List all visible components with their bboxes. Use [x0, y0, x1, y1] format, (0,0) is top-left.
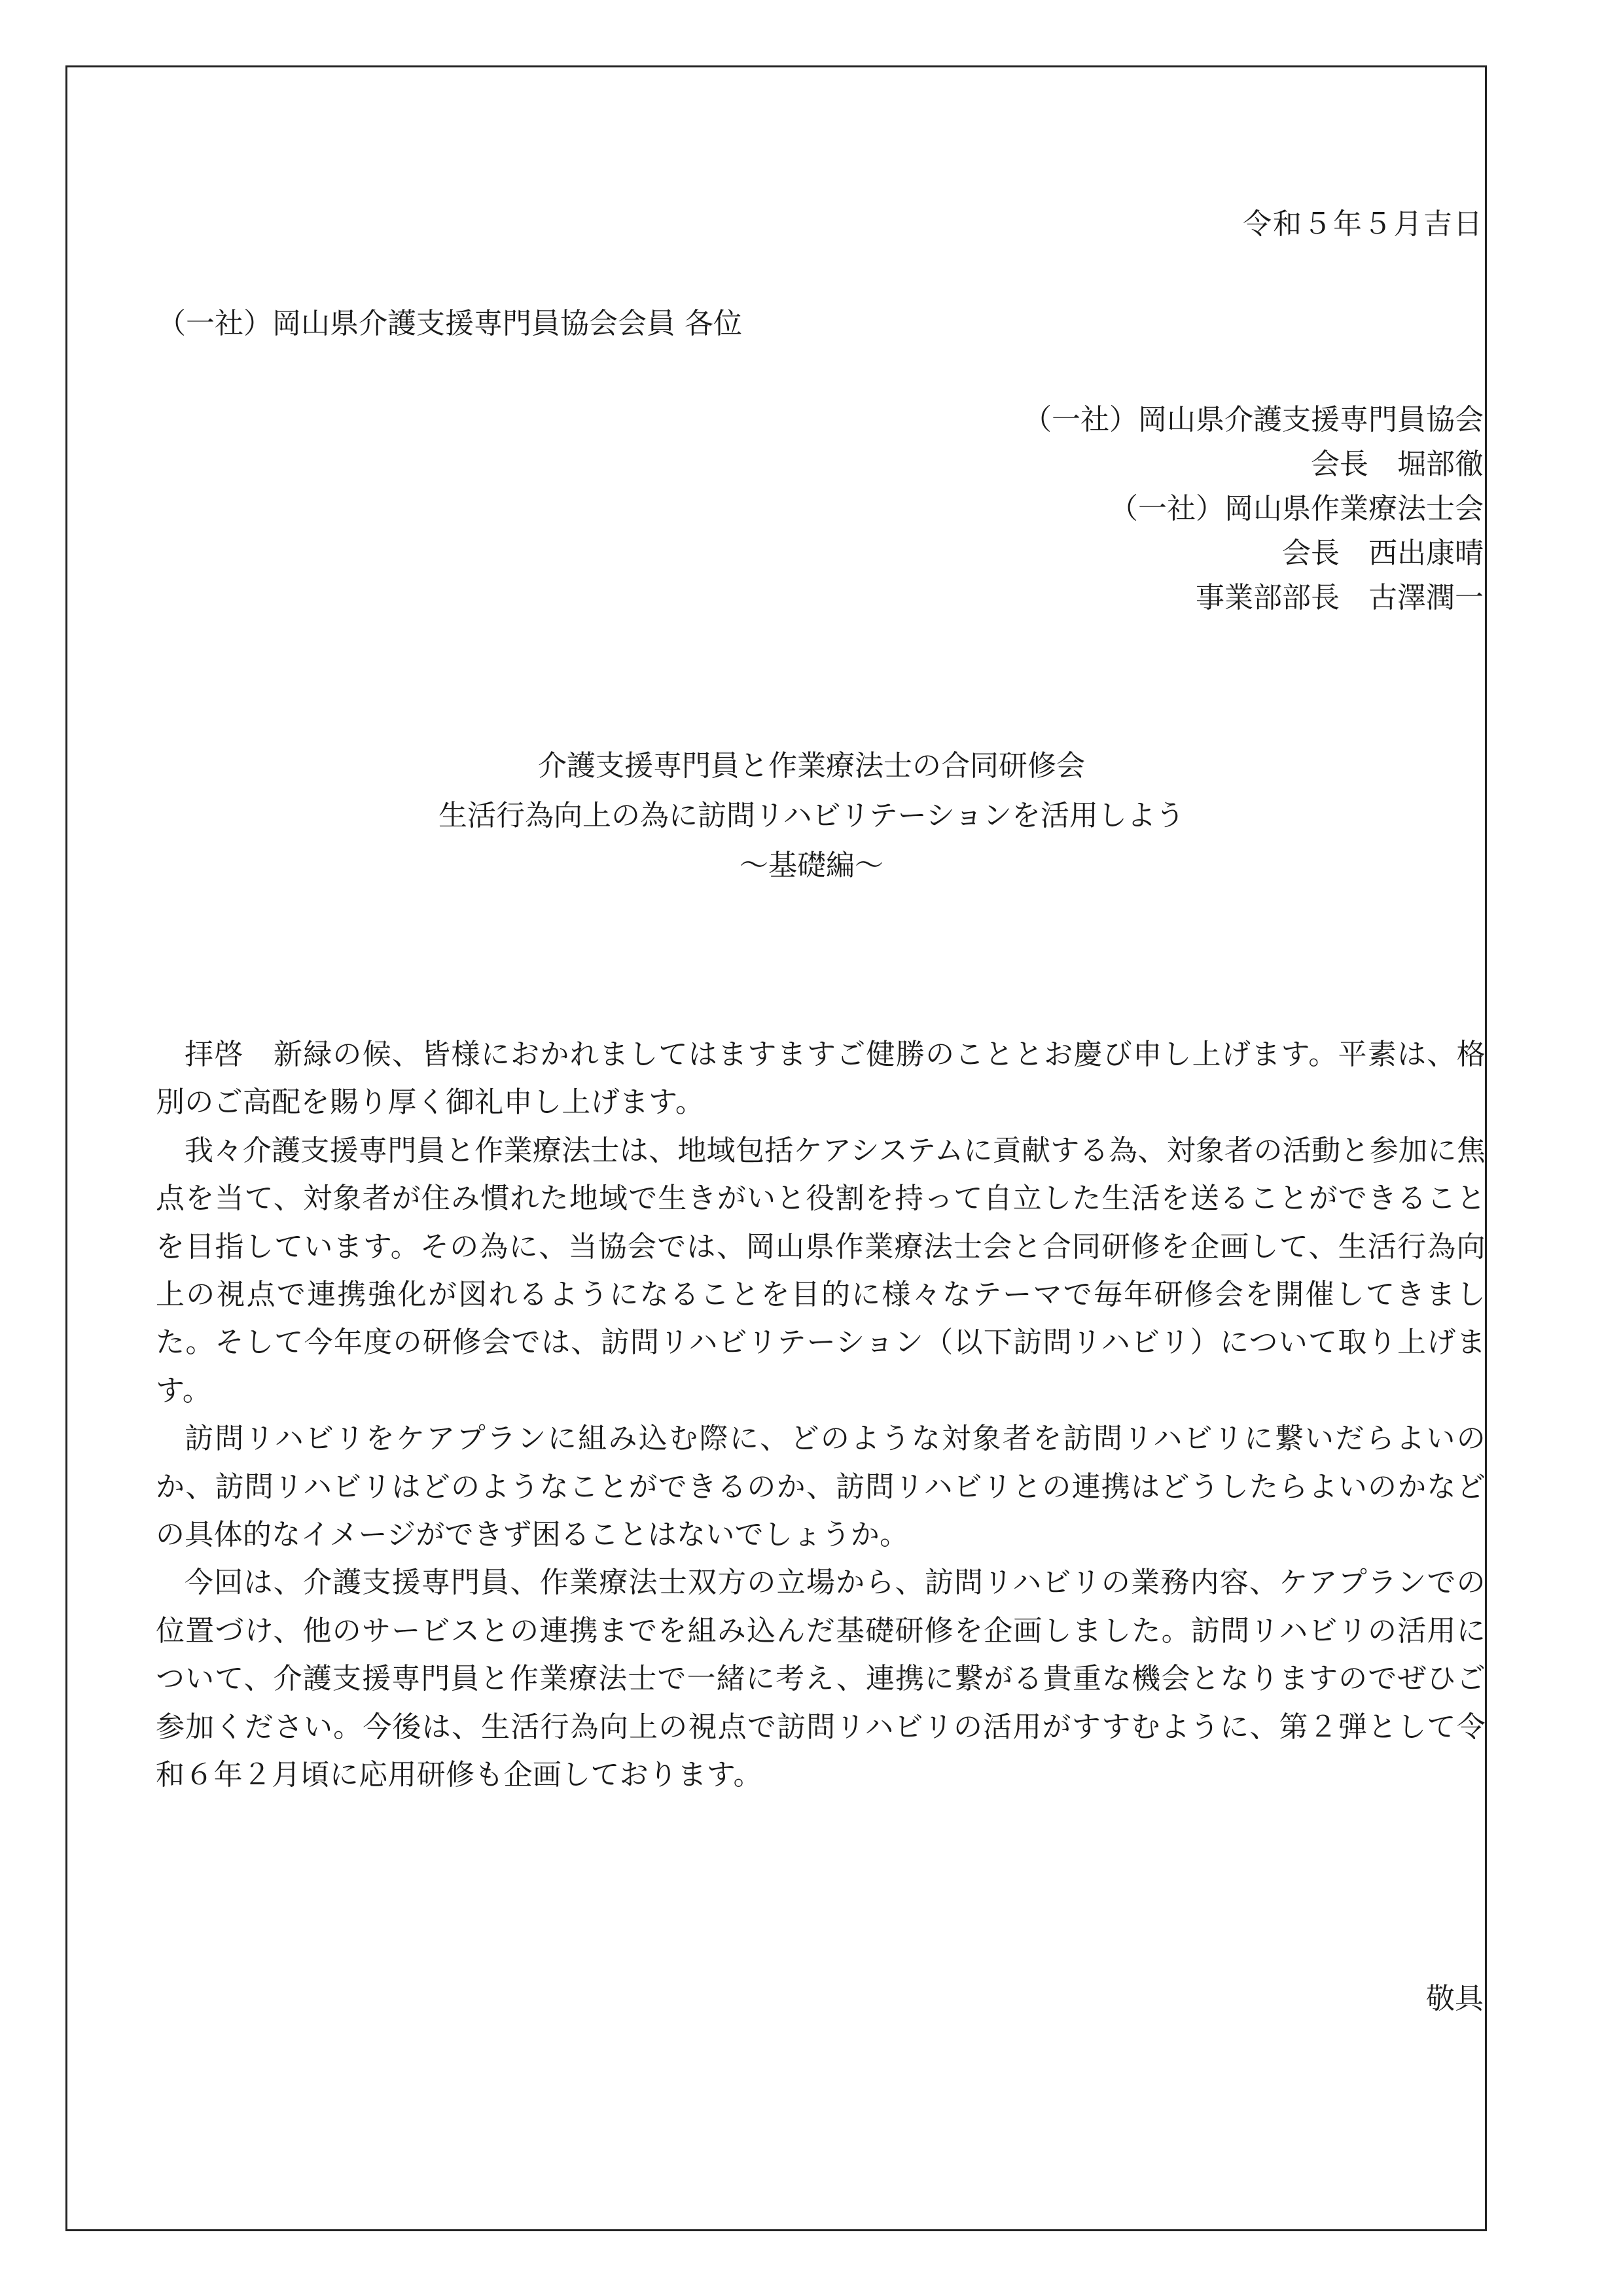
title-line-1: 介護支援専門員と作業療法士の合同研修会	[538, 749, 1085, 783]
sender-org-1: （一社）岡山県介護支援専門員協会	[1023, 403, 1484, 436]
document-title	[0, 741, 1623, 891]
sender-director: 事業部部長 古澤潤一	[1196, 581, 1484, 614]
closing-word: 敬具	[1426, 1982, 1484, 2015]
title-line-3: 〜基礎編〜	[740, 849, 883, 882]
sender-president-1: 会長 堀部徹	[1310, 448, 1512, 481]
sender-president-2: 会長 西出康晴	[1282, 537, 1484, 570]
paragraph-background: 我々介護支援専門員と作業療法士は、地域包括ケアシステムに貢献する為、対象者の活動と参加に焦点を当て、対象者が住み慣れた地域で生きがいと役割を持って自立した生活を送ることができることを目指しています。その為に、当協会では、岡山県作業療法士会と合同研修を企画して、生活行為向上の視点で連携強化が図れるようになることを目的に様々なテーマで毎年研修会を開催してきました。そして今年度の研修会では、訪問リハビリテーション（以下訪問リハビリ）について取り上げます。	[156, 1133, 1486, 1407]
paragraph-greeting: 拝啓 新緑の候、皆様におかれましてはますますご健勝のこととお慶び申し上げます。平素は、格別のご高配を賜り厚く御礼申し上げます。	[156, 1038, 1486, 1120]
paragraph-question: 訪問リハビリをケアプランに組み込む際に、どのような対象者を訪問リハビリに繋いだらよいのか、訪問リハビリはどのようなことができるのか、訪問リハビリとの連携はどうしたらよいのかなどの具体的なイメージができず困ることはないでしょうか。	[156, 1422, 1486, 1552]
title-line-2: 生活行為向上の為に訪問リハビリテーションを活用しよう	[438, 799, 1185, 832]
paragraph-invitation: 今回は、介護支援専門員、作業療法士双方の立場から、訪問リハビリの業務内容、ケアプランでの位置づけ、他のサービスとの連携までを組み込んだ基礎研修を企画しました。訪問リハビリの活用について、介護支援専門員と作業療法士で一緒に考え、連携に繋がる貴重な機会となりますのでぜひご参加ください。今後は、生活行為向上の視点で訪問リハビリの活用がすすむように、第２弾として令和６年２月頃に応用研修も企画しております。	[156, 1566, 1486, 1792]
letter-body	[156, 1031, 1486, 1799]
addressee: （一社）岡山県介護支援専門員協会会員 各位	[157, 307, 742, 340]
sender-block	[895, 398, 1512, 620]
sender-org-2: （一社）岡山県作業療法士会	[1109, 492, 1484, 525]
letter-date: 令和５年５月吉日	[1243, 207, 1484, 241]
